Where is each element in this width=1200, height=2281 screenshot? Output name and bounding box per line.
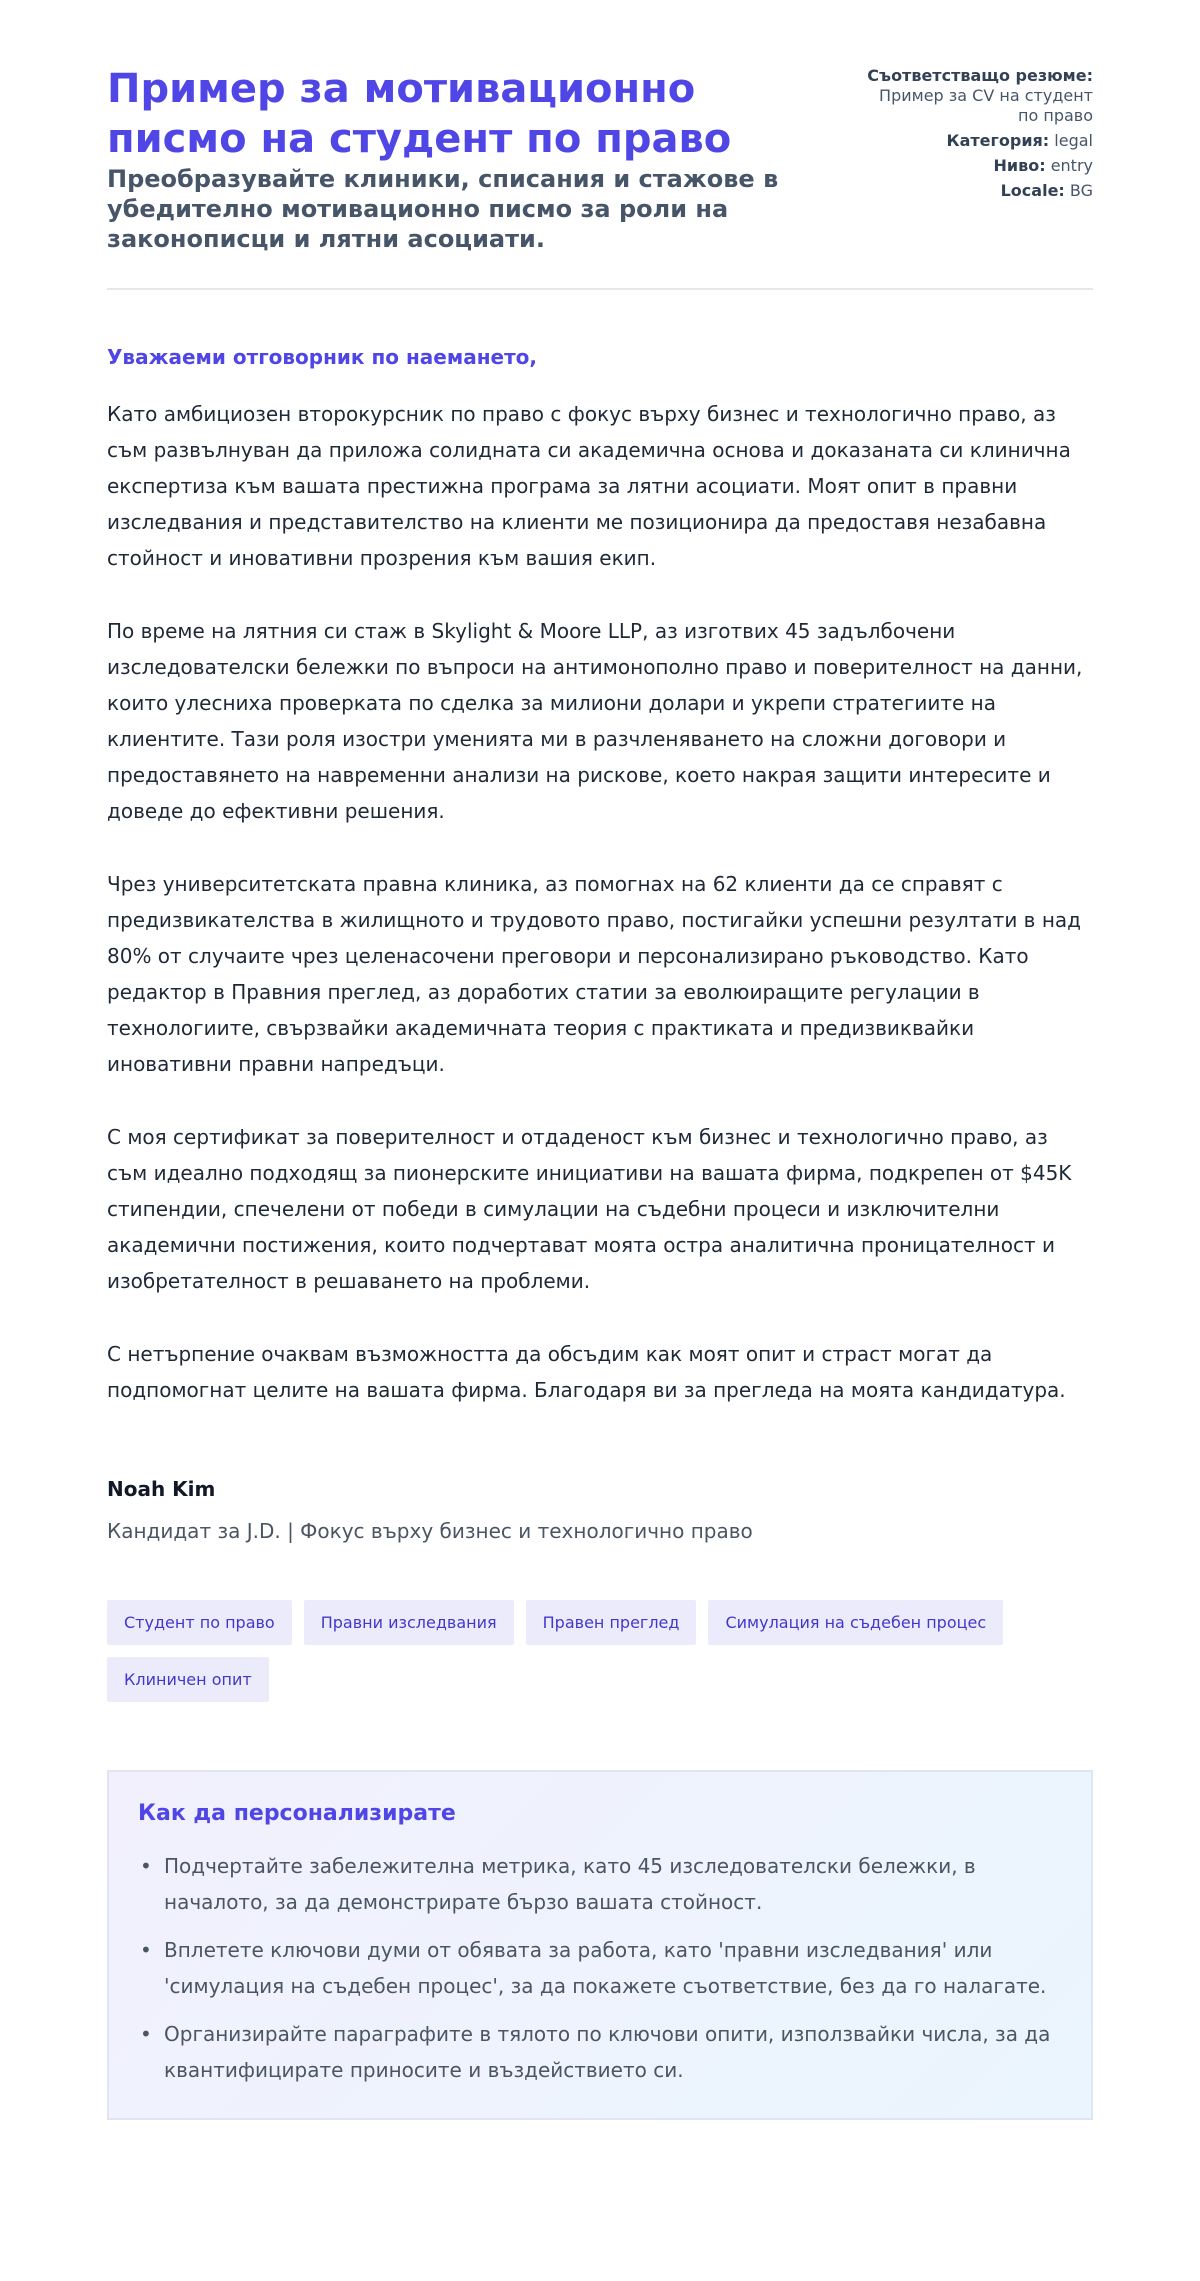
meta-category — [863, 131, 1093, 151]
meta-resume-label: Съответстващо резюме: — [867, 66, 1093, 85]
meta-level-value: entry — [1050, 156, 1093, 175]
letter-paragraph-5: С нетърпение очаквам възможността да обсъдим как моят опит и страст могат да подпомогнат целите на вашата фирма. Благодаря ви за прегледа на моята кандидатура. — [107, 1342, 1066, 1402]
meta-category-value: legal — [1054, 131, 1093, 150]
letter-paragraph-2: По време на лятния си стаж в Skylight & Moore LLP, аз изготвих 45 задълбочени изследователски бележки по въпроси на антимонополно право и поверителност на данни, които улесниха проверката по сделка за милиони долари и укрепи стратегиите на клиентите. Тази роля изостри уменията ми в разчленяването на сложни договори и предоставянето на навременни анализи на рискове, което накрая защити интересите и доведе до ефективни решения. — [107, 619, 1083, 823]
signature-block — [107, 1474, 1093, 1546]
signature-name: Noah Kim — [107, 1477, 216, 1501]
letter-paragraph-3: Чрез университетската правна клиника, аз помогнах на 62 клиенти да се справят с предизвикателства в жилищното и трудовото право, постигайки успешни резултати в над 80% от случаите чрез целенасочени преговори и персонализирано ръководство. Като редактор в Правния преглед, аз доработих статии за еволюиращите регулации в технологиите, свързвайки академичната теория с практиката и предизвиквайки иновативни правни напредъци. — [107, 872, 1081, 1076]
letter-body — [107, 342, 1093, 1408]
meta-resume-value: Пример за CV на студент по право — [879, 86, 1093, 125]
meta-panel — [863, 64, 1093, 206]
tag-law-student[interactable]: Студент по право — [107, 1600, 292, 1645]
page-header — [107, 64, 1093, 290]
letter-greeting: Уважаеми отговорник по наемането, — [107, 345, 538, 369]
tip-text: Вплетете ключови думи от обявата за работа, като 'правни изследвания' или 'симулация на съдебен процес', за да покажете съответствие, без да го налагате. — [164, 1938, 1047, 1998]
meta-locale-value: BG — [1069, 181, 1093, 200]
meta-level-label: Ниво: — [993, 156, 1046, 175]
meta-resume — [863, 66, 1093, 126]
bullet-icon: • — [140, 1854, 152, 1878]
tip-text: Организирайте параграфите в тялото по ключови опити, използвайки числа, за да квантифицирате приносите и въздействието си. — [164, 2022, 1051, 2082]
meta-level — [863, 156, 1093, 176]
tips-list — [138, 1848, 1062, 2088]
customization-tips — [107, 1770, 1093, 2120]
letter-paragraph-4: С моя сертификат за поверителност и отдаденост към бизнес и технологично право, аз съм идеално подходящ за пионерските инициативи на вашата фирма, подкрепен от $45K стипендии, спечелени от победи в симулации на съдебни процеси и изключителни академични постижения, които подчертават моята остра аналитична проницателност и изобретателност в решаването на проблеми. — [107, 1125, 1072, 1293]
bullet-icon: • — [140, 1938, 152, 1962]
tip-item — [138, 1932, 1062, 2004]
page-subtitle: Преобразувайте клиники, списания и стажове в убедително мотивационно писмо за роли на законописци и лятни асоциати. — [107, 165, 779, 253]
page-title: Пример за мотивационно писмо на студент по право — [107, 66, 732, 162]
meta-locale — [863, 181, 1093, 201]
tag-law-review[interactable]: Правен преглед — [526, 1600, 697, 1645]
tag-list — [107, 1600, 1093, 1702]
tips-title: Как да персонализирате — [138, 1801, 456, 1826]
tip-item — [138, 2016, 1062, 2088]
tip-item — [138, 1848, 1062, 1920]
tag-clinical-experience[interactable]: Клиничен опит — [107, 1657, 269, 1702]
meta-category-label: Категория: — [946, 131, 1050, 150]
signature-title: Кандидат за J.D. | Фокус върху бизнес и технологично право — [107, 1519, 753, 1543]
letter-paragraph-1: Като амбициозен второкурсник по право с фокус върху бизнес и технологично право, аз съм развълнуван да приложа солидната си академична основа и доказаната си клинична експертиза към вашата престижна програма за лятни асоциати. Моят опит в правни изследвания и представителство на клиенти ме позиционира да предоставя незабавна стойност и иновативни прозрения към вашия екип. — [107, 402, 1071, 570]
header-titles — [107, 64, 827, 254]
bullet-icon: • — [140, 2022, 152, 2046]
tip-text: Подчертайте забележителна метрика, като 45 изследователски бележки, в началото, за да демонстрирате бързо вашата стойност. — [164, 1854, 976, 1914]
meta-locale-label: Locale: — [1000, 181, 1065, 200]
tag-moot-court[interactable]: Симулация на съдебен процес — [708, 1600, 1003, 1645]
tag-legal-research[interactable]: Правни изследвания — [304, 1600, 514, 1645]
